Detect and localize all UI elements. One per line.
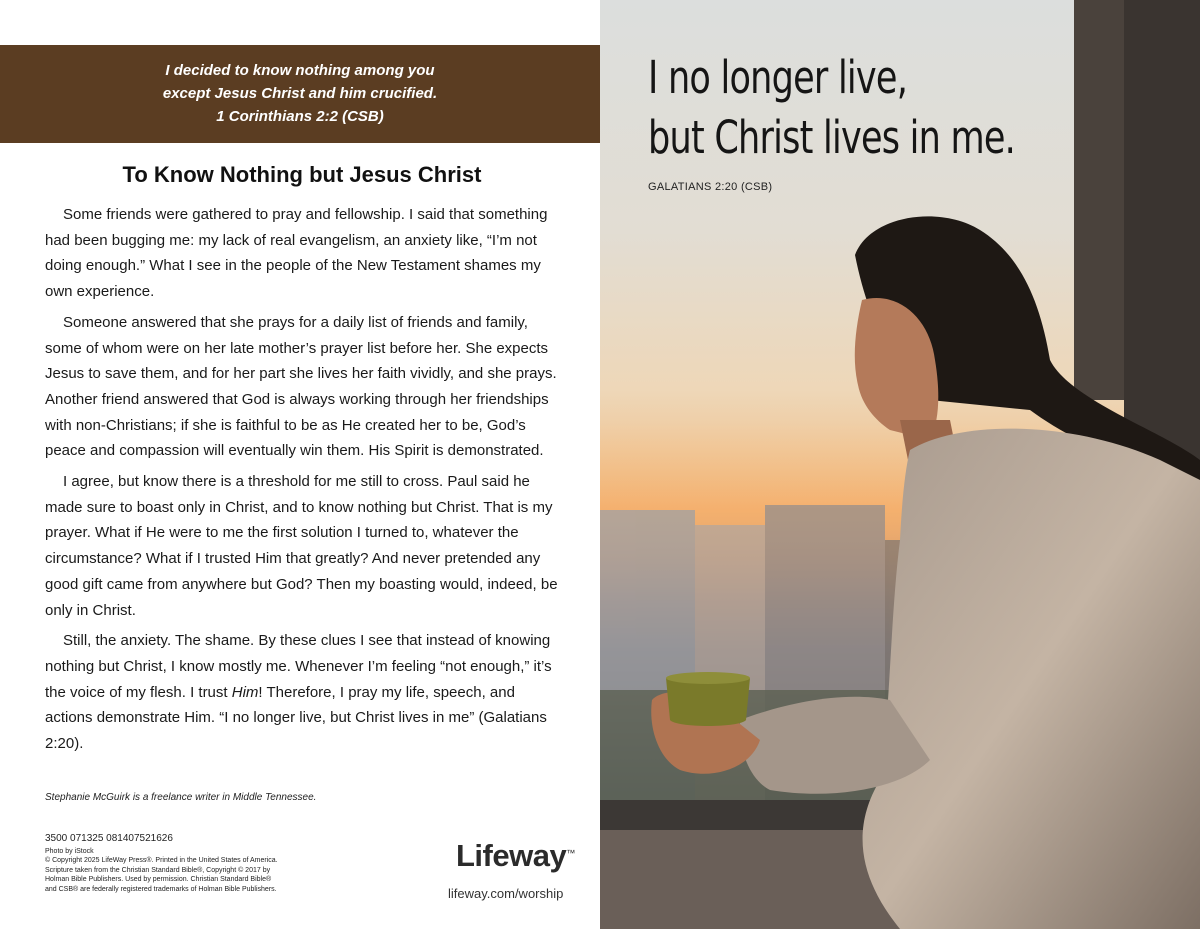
article-title: To Know Nothing but Jesus Christ [122,162,482,187]
article-paragraph-2: Someone answered that she prays for a daily list of friends and family, some of whom were on her late mother’s prayer list before her. She expects Jesus to save them, and for her part she lives her faith vividly, and she prays. Another friend answered that God is always working through her friendships with non-Christians; if she is faithful to be as He created her to be, God’s peace and compassion will eventually win them. His Spirit is demonstrated. [45,313,557,460]
quote-line-2: but Christ lives in me. [648,111,1016,164]
cover-photo-panel [600,0,1200,929]
woman-sweater [863,429,1200,929]
paragraph-4-emphasis: Him [231,683,259,701]
article-paragraph-4 [45,628,561,757]
credit-line-5: and CSB® are federally registered trademarks of Holman Bible Publishers. [45,885,277,893]
credit-line-2: © Copyright 2025 LifeWay Press®. Printed in the United States of America. [45,857,278,865]
lifeway-logo [456,838,575,874]
credit-line-4: Holman Bible Publishers. Used by permission. Christian Standard Bible® [45,876,272,884]
scripture-banner [0,45,600,143]
article-paragraph-3: I agree, but know there is a threshold for me still to cross. Paul said he made sure to boast only in Christ, and to know nothing but Christ. That is my prayer. What if He were to me the first solution I turned to, whatever the circumstance? What if I trusted Him that greatly? And never pretended any good gift came from anywhere but God? Then my boasting would, indeed, be only in Christ. [45,473,558,619]
barcode-number: 3500 071325 081407521626 [45,833,173,844]
wall-edge [1124,0,1200,460]
trademark-mark: ™ [566,848,575,858]
quote-line-1: I no longer live, [648,51,908,104]
author-byline: Stephanie McGuirk is a freelance writer in Middle Tennessee. [45,792,317,803]
mug [666,678,750,726]
banner-line-1: I decided to know nothing among you [165,62,435,79]
logo-text: Lifeway [456,838,567,873]
banner-reference: 1 Corinthians 2:2 (CSB) [216,108,384,125]
banner-line-2: except Jesus Christ and him crucified. [162,85,438,102]
credit-line-1: Photo by iStock [45,848,94,855]
website-link[interactable]: lifeway.com/worship [448,886,564,901]
window-frame [1074,0,1124,400]
article-paragraph-1: Some friends were gathered to pray and fellowship. I said that something had been bugging me: my lack of real evangelism, an anxiety like, “I’m not doing enough.” What I see in the people of the New Testament shames my own experience. [45,206,548,301]
paragraph-4-start: Still, the anxiety. The shame. By these clues I see that instead of knowing nothing but Christ, I know mostly me. Whenever I’m feeling “not enough,” it’s the voice of my flesh. I trust [45,632,552,701]
copyright-block [45,833,335,894]
paragraph-4-end: ! Therefore, I pray my life, speech, and actions demonstrate Him. “I no longer live, but Christ lives in me” (Galatians 2:20). [45,683,547,753]
article-body [45,202,561,762]
credit-line-3: Scripture taken from the Christian Standard Bible®, Copyright © 2017 by [45,866,271,874]
cover-quote [648,48,1015,168]
quote-reference: GALATIANS 2:20 (CSB) [648,181,773,193]
